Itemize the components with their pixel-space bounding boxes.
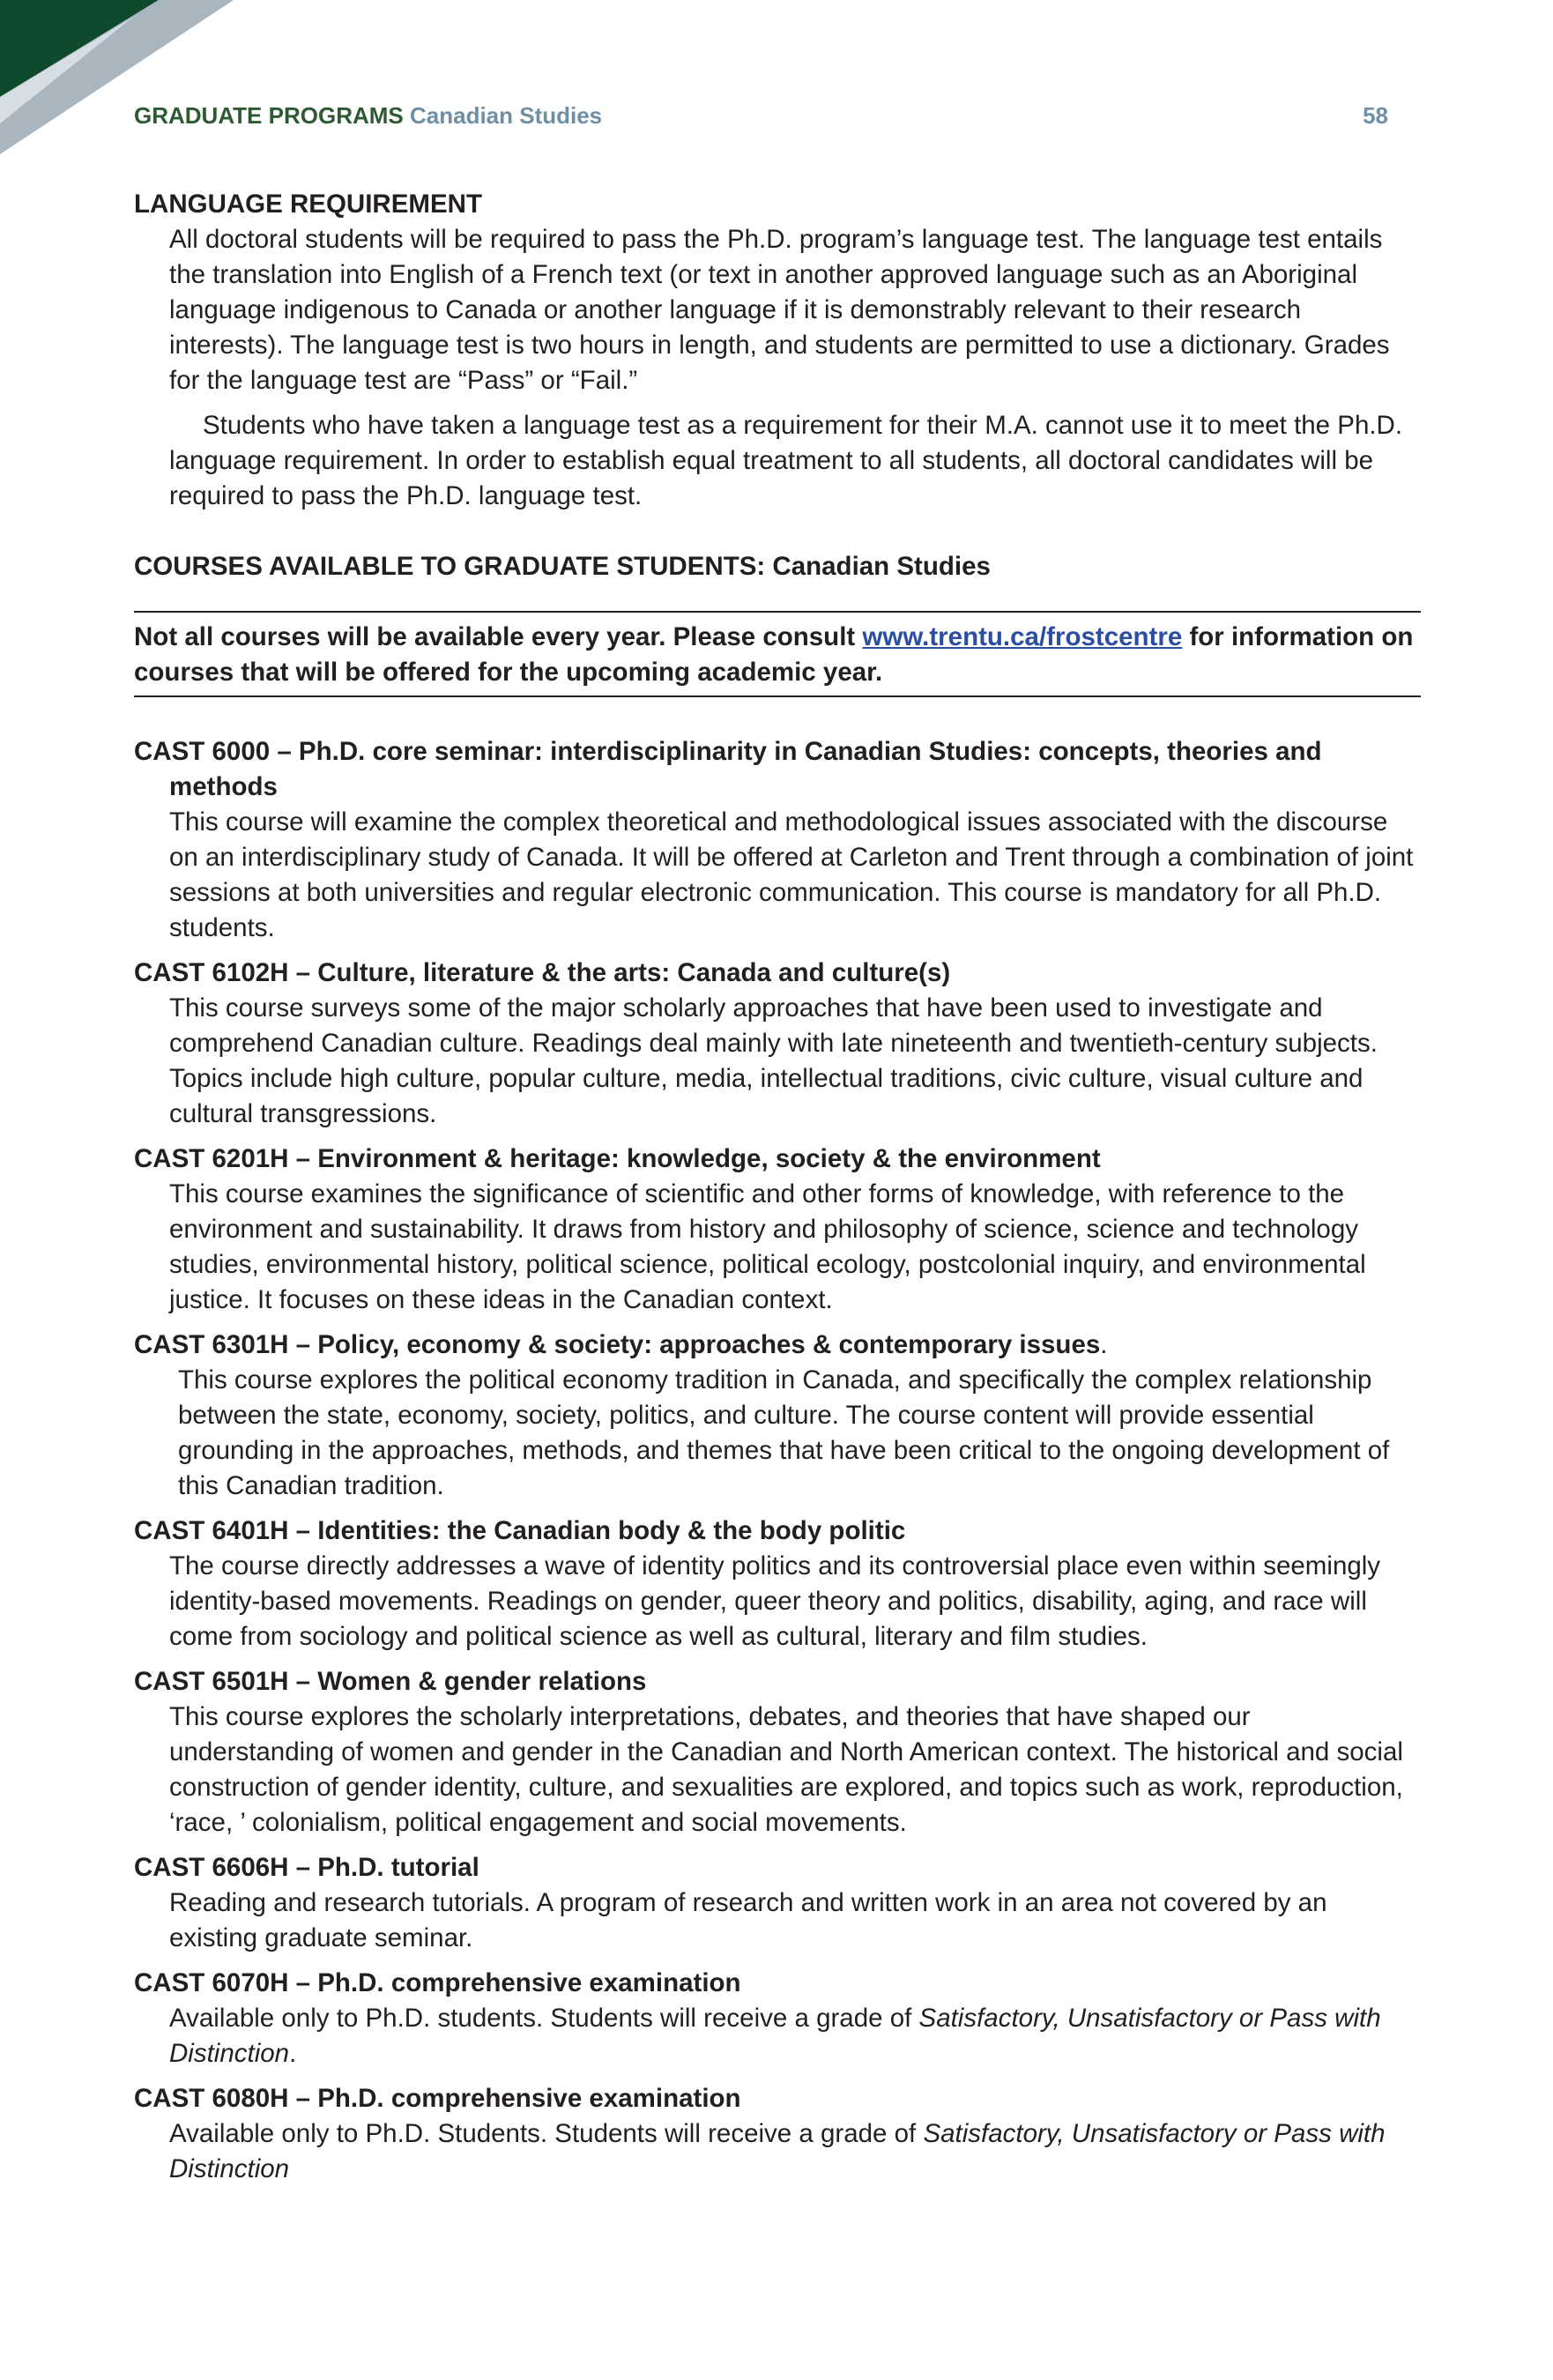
course-title: CAST 6606H – Ph.D. tutorial (134, 1853, 479, 1882)
course-item (134, 734, 1421, 946)
course-item (134, 1664, 1421, 1841)
course-title: CAST 6102H – Culture, literature & the arts: Canada and culture(s) (134, 958, 951, 987)
page-number: 58 (1363, 102, 1388, 129)
course-item (134, 1514, 1421, 1655)
course-title: CAST 6070H – Ph.D. comprehensive examination (134, 1968, 741, 1997)
course-item (134, 1328, 1421, 1504)
notice-text-after: for information on courses that will be offered for the upcoming academic year. (134, 622, 1414, 687)
course-item (134, 1850, 1421, 1956)
description-italic: Satisfactory, Unsatisfactory or Pass with Distinction (169, 2119, 1386, 2183)
course-title: CAST 6000 – Ph.D. core seminar: interdisciplinarity in Canadian Studies: concepts, theories and methods (134, 737, 1322, 801)
course-item (134, 1966, 1421, 2071)
course-description: This course explores the scholarly interpretations, debates, and theories that have shaped our understanding of women and gender in the Canadian and North American context. The historical and social construction of gender identity, culture, and sexualities are explored, and topics such as work, reproduction, ‘race, ’ colonialism, political engagement and social movements. (169, 1702, 1403, 1837)
courses-heading: COURSES AVAILABLE TO GRADUATE STUDENTS: Canadian Studies (134, 552, 991, 581)
description-plain: Available only to Ph.D. Students. Students will receive a grade of (169, 2119, 924, 2148)
main-content (134, 187, 1421, 2187)
header-subsection: Canadian Studies (409, 102, 603, 129)
course-title: CAST 6080H – Ph.D. comprehensive examination (134, 2084, 741, 2113)
corner-decoration (0, 0, 264, 176)
page-header (134, 100, 1388, 131)
notice-text-before: Not all courses will be available every year. Please consult (134, 622, 863, 651)
course-title: CAST 6301H – Policy, economy & society: approaches & contemporary issues (134, 1330, 1101, 1359)
course-item (134, 2081, 1421, 2187)
course-description (169, 2001, 1421, 2071)
course-description: This course will examine the complex theoretical and methodological issues associated with the discourse on an interdisciplinary study of Canada. It will be offered at Carleton and Trent through a combination of joint sessions at both universities and regular electronic communication. This course is mandatory for all Ph.D. students. (169, 807, 1414, 942)
course-item (134, 1142, 1421, 1318)
course-title-suffix: . (1100, 1330, 1108, 1359)
description-plain: Available only to Ph.D. students. Students will receive a grade of (169, 2004, 919, 2033)
course-list (134, 734, 1421, 2187)
course-description: This course examines the significance of scientific and other forms of knowledge, with reference to the environment and sustainability. It draws from history and philosophy of science, science and technology studies, environmental history, political science, political ecology, postcolonial inquiry, and environmental justice. It focuses on these ideas in the Canadian context. (169, 1179, 1366, 1314)
course-description (169, 2116, 1421, 2187)
description-italic: Satisfactory, Unsatisfactory or Pass with Distinction (169, 2004, 1381, 2068)
course-title: CAST 6501H – Women & gender relations (134, 1667, 647, 1696)
header-section: GRADUATE PROGRAMS (134, 102, 404, 129)
course-item (134, 956, 1421, 1132)
course-title-line (134, 1328, 1421, 1363)
course-description: The course directly addresses a wave of identity politics and its controversial place even within seemingly identity-based movements. Readings on gender, queer theory and politics, disability, aging, and race will come from sociology and political science as well as cultural, literary and film studies. (169, 1551, 1381, 1651)
course-title: CAST 6201H – Environment & heritage: knowledge, society & the environment (134, 1144, 1101, 1173)
availability-notice (134, 611, 1421, 697)
course-description: This course explores the political economy tradition in Canada, and specifically the complex relationship between the state, economy, society, politics, and culture. The course content will provide essential grounding in the approaches, methods, and themes that have been critical to the ongoing development of this Canadian tradition. (178, 1365, 1390, 1500)
course-title: CAST 6401H – Identities: the Canadian body & the body politic (134, 1516, 906, 1545)
description-end: . (289, 2039, 297, 2068)
language-requirement-heading: LANGUAGE REQUIREMENT (134, 190, 482, 219)
course-description: This course surveys some of the major scholarly approaches that have been used to investigate and comprehend Canadian culture. Readings deal mainly with late nineteenth and twentieth-century subjects. Topics include high culture, popular culture, media, intellectual traditions, civic culture, visual culture and cultural transgressions. (169, 993, 1378, 1128)
frostcentre-link[interactable]: www.trentu.ca/frostcentre (862, 622, 1183, 651)
language-requirement-paragraph-2: Students who have taken a language test as a requirement for their M.A. cannot use it to meet the Ph.D. language requirement. In order to establish equal treatment to all students, all doctoral candidates will be required to pass the Ph.D. language test. (169, 411, 1403, 510)
course-description: Reading and research tutorials. A program of research and written work in an area not covered by an existing graduate seminar. (169, 1888, 1327, 1952)
language-requirement-paragraph-1: All doctoral students will be required to pass the Ph.D. program’s language test. The language test entails the translation into English of a French text (or text in another approved language such as an Aboriginal language indigenous to Canada or another language if it is demonstrably relevant to their research interests). The language test is two hours in length, and students are permitted to use a dictionary. Grades for the language test are “Pass” or “Fail.” (169, 225, 1390, 395)
